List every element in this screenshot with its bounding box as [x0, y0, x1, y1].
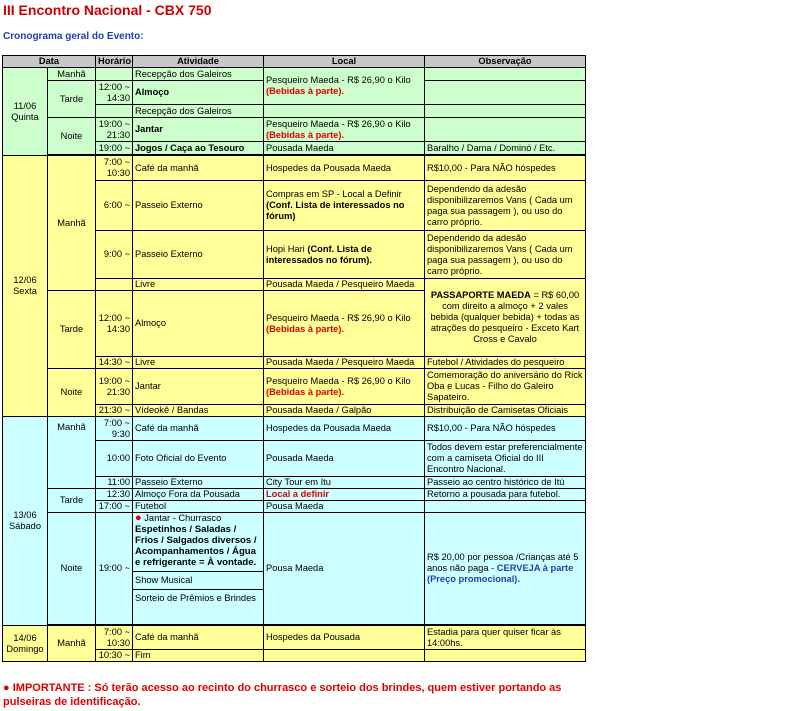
local-cell: Pesqueiro Maeda - R$ 26,90 o Kilo (Bebidas à parte). [264, 291, 425, 357]
time-cell: 19:00 ~ [96, 513, 133, 625]
time-cell: 7:00 ~ 9:30 [96, 417, 133, 441]
local-cell: Pesqueiro Maeda - R$ 26,90 o Kilo (Bebidas à parte). [264, 68, 425, 105]
period-cell: Manhã [48, 417, 96, 489]
local-cell [264, 650, 425, 662]
time-cell: 19:00 ~ 21:30 [96, 369, 133, 405]
table-row [3, 513, 586, 625]
show-musical: Show Musical [133, 571, 263, 589]
period-cell: Manhã [48, 626, 96, 662]
bullet-icon: ● [135, 512, 142, 524]
period-cell: Manhã [48, 68, 96, 81]
local-cell [264, 105, 425, 118]
obs-cell [425, 118, 586, 142]
time-cell: 12:00 ~ 14:30 [96, 81, 133, 105]
page-subtitle: Cronograma geral do Evento: [3, 31, 144, 42]
local-cell: Pousada Maeda / Pesqueiro Maeda [264, 279, 425, 291]
activity-cell: Almoço [133, 81, 264, 105]
page-title: III Encontro Nacional - CBX 750 [3, 2, 212, 18]
local-cell: Compras em SP - Local a Definir (Conf. Lista de interessados no fórum) [264, 181, 425, 231]
period-cell: Manhã [48, 156, 96, 291]
table-row [3, 489, 586, 501]
time-cell: 12:00 ~ 14:30 [96, 291, 133, 357]
activity-cell [133, 513, 264, 625]
time-cell: 9:00 ~ [96, 231, 133, 279]
period-cell: Tarde [48, 489, 96, 513]
time-cell [96, 279, 133, 291]
local-cell: Pousada Maeda / Pesqueiro Maeda [264, 357, 425, 369]
obs-cell: R$ 20,00 por pessoa /Crianças até 5 anos não paga - CERVEJA à parte (Preço promocional). [425, 513, 586, 625]
table-header-row [3, 56, 586, 68]
local-cell: Hospedes da Pousada Maeda [264, 156, 425, 181]
activity-cell: Café da manhã [133, 626, 264, 650]
schedule-table [2, 55, 586, 662]
obs-cell [425, 68, 586, 81]
obs-cell: Passeio ao centro histórico de Itú [425, 477, 586, 489]
activity-cell: Foto Oficial do Evento [133, 441, 264, 477]
table-row [3, 68, 586, 81]
obs-cell: Baralho / Dama / Dominó / Etc. [425, 142, 586, 155]
day-cell: 14/06 Domingo [3, 626, 48, 662]
local-cell: Pousa Maeda [264, 513, 425, 625]
local-cell: Hospedes da Pousada [264, 626, 425, 650]
table-row [3, 369, 586, 405]
time-cell: 12:30 [96, 489, 133, 501]
obs-cell [425, 81, 586, 105]
obs-cell: Dependendo da adesão disponibilizaremos Vans ( Cada um paga sua passagem ), ou uso do carro próprio. [425, 181, 586, 231]
time-cell: 11:00 [96, 477, 133, 489]
local-cell: Pousada Maeda [264, 142, 425, 155]
activity-cell: Passeio Externo [133, 477, 264, 489]
column-header: Local [264, 56, 425, 68]
activity-cell: Jogos / Caça ao Tesouro [133, 142, 264, 155]
time-cell: 7:00 ~ 10:30 [96, 156, 133, 181]
activity-cell: Futebol [133, 501, 264, 513]
column-header: Observação [425, 56, 586, 68]
obs-cell: Distribuição de Camisetas Oficiais [425, 405, 586, 417]
local-cell: Pesqueiro Maeda - R$ 26,90 o Kilo (Bebidas à parte). [264, 118, 425, 142]
obs-cell: Retorno a pousada para futebol. [425, 489, 586, 501]
time-cell: 6:00 ~ [96, 181, 133, 231]
activity-cell: Passeio Externo [133, 181, 264, 231]
local-cell: Hospedes da Pousada Maeda [264, 417, 425, 441]
period-cell: Tarde [48, 291, 96, 369]
activity-cell: Jantar [133, 118, 264, 142]
time-cell [96, 68, 133, 81]
time-cell: 14:30 ~ [96, 357, 133, 369]
period-cell: Noite [48, 369, 96, 417]
activity-cell: Recepção dos Galeiros [133, 105, 264, 118]
table-row [3, 417, 586, 441]
obs-cell: R$10,00 - Para NÃO hóspedes [425, 417, 586, 441]
period-cell: Noite [48, 513, 96, 625]
column-header: Atividade [133, 56, 264, 68]
obs-cell [425, 105, 586, 118]
time-cell: 7:00 ~ 10:30 [96, 626, 133, 650]
day-cell: 13/06 Sábado [3, 417, 48, 626]
period-cell: Tarde [48, 81, 96, 118]
local-cell: Pousa Maeda [264, 501, 425, 513]
time-cell [96, 105, 133, 118]
activity-cell: Almoço [133, 291, 264, 357]
time-cell: 10:30 ~ [96, 650, 133, 662]
time-cell: 21:30 ~ [96, 405, 133, 417]
activity-cell: Jantar [133, 369, 264, 405]
table-row [3, 118, 586, 142]
activity-cell: Vídeokê / Bandas [133, 405, 264, 417]
activity-cell: Recepção dos Galeiros [133, 68, 264, 81]
churrasco-block: ● Jantar - Churrasco Espetinhos / Saladas / Frios / Salgados diversos / Acompanhamentos / Água e refrigerante = À vontade. [135, 512, 257, 568]
obs-cell: Comemoração do aniversário do Rick Oba e Lucas - Filho do Galeiro Sapateiro. [425, 369, 586, 405]
activity-cell: Livre [133, 357, 264, 369]
obs-cell: Estadia para quer quiser ficar às 14:00hs. [425, 626, 586, 650]
period-cell: Noite [48, 118, 96, 155]
time-cell: 17:00 ~ [96, 501, 133, 513]
activity-cell: Café da manhã [133, 417, 264, 441]
activity-cell: Fim [133, 650, 264, 662]
obs-cell: R$10,00 - Para NÃO hóspedes [425, 156, 586, 181]
bullet-icon: ● [3, 682, 10, 694]
column-header: Horário [96, 56, 133, 68]
obs-cell: PASSAPORTE MAEDA = R$ 60,00 com direito a almoço + 2 vales bebida (qualquer bebida) + todas as atrações do pesqueiro - Exceto Kart Cross e Cavalo [425, 279, 586, 357]
activity-cell: Passeio Externo [133, 231, 264, 279]
column-header: Data [3, 56, 96, 68]
activity-cell: Almoço Fora da Pousada [133, 489, 264, 501]
activity-cell: Café da manhã [133, 156, 264, 181]
table-row [3, 626, 586, 650]
local-cell: Pousada Maeda / Galpão [264, 405, 425, 417]
local-cell: Pousada Maeda [264, 441, 425, 477]
local-cell: Pesqueiro Maeda - R$ 26,90 o Kilo (Bebidas à parte). [264, 369, 425, 405]
time-cell: 19:00 ~ [96, 142, 133, 155]
time-cell: 10:00 [96, 441, 133, 477]
obs-cell: Todos devem estar preferencialmente com a camiseta Oficial do III Encontro Nacional. [425, 441, 586, 477]
day-cell: 11/06 Quinta [3, 68, 48, 156]
local-cell: Local a definir [264, 489, 425, 501]
obs-cell [425, 501, 586, 513]
sorteio: Sorteio de Prêmios e Brindes [133, 589, 263, 607]
obs-cell [425, 650, 586, 662]
local-cell: Hopi Hari (Conf. Lista de interessados no fórum). [264, 231, 425, 279]
time-cell: 19:00 ~ 21:30 [96, 118, 133, 142]
activity-cell: Livre [133, 279, 264, 291]
obs-cell: Dependendo da adesão disponibilizaremos Vans ( Cada um paga sua passagem ), ou uso do carro próprio. [425, 231, 586, 279]
day-cell: 12/06 Sexta [3, 156, 48, 417]
table-row [3, 156, 586, 181]
obs-cell: Futebol / Atividades do pesqueiro [425, 357, 586, 369]
local-cell: City Tour em Itu [264, 477, 425, 489]
important-note: ● IMPORTANTE : Só terão acesso ao recinto do churrasco e sorteio dos brindes, quem estiver portando as pulseiras de identificação. [3, 682, 562, 708]
